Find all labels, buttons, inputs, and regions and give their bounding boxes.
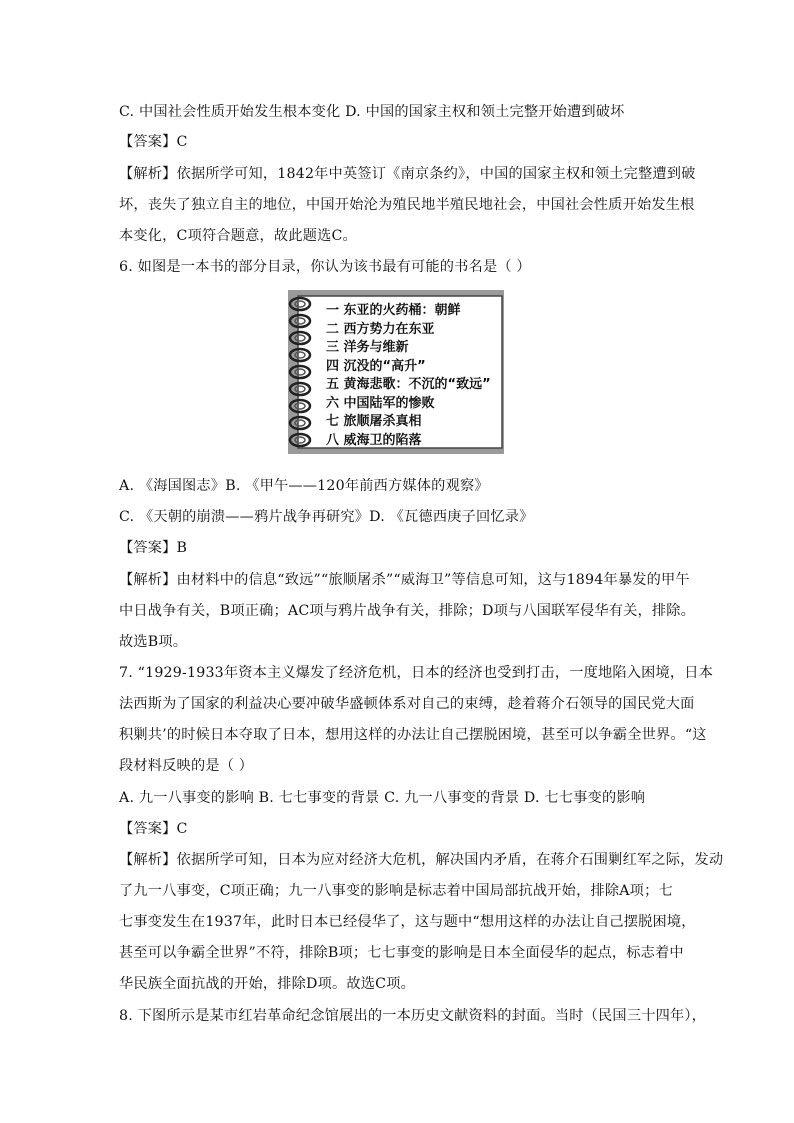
analysis-text: 本变化，C项符合题意，故此题选C。 <box>119 228 357 244</box>
analysis-text: 甚至可以争霸全世界”不符，排除B项；七七事变的影响是日本全面侵华的起点，标志着中 <box>119 945 684 961</box>
answer-label: 【答案】B <box>119 540 188 556</box>
analysis-text: 中日战争有关，B项正确；AC项与鸦片战争有关，排除；D项与八国联军侵华有关，排除。 <box>119 603 696 619</box>
question-7-stem: 法西斯为了国家的利益决心要冲破华盛顿体系对自己的束缚，趁着蒋介石领导的国民党大面 <box>119 696 695 712</box>
toc-item: 六 中国陆军的惨败 <box>326 395 435 411</box>
analysis-text: 华民族全面抗战的开始，排除D项。故选C项。 <box>119 976 415 992</box>
analysis-text: 【解析】依据所学可知，1842年中英签订《南京条约》，中国的国家主权和领土完整遭到破 <box>119 166 696 182</box>
option-line-cd: C. 中国社会性质开始发生根本变化 D. 中国的国家主权和领土完整开始遭到破坏 <box>119 104 625 120</box>
analysis-text: 【解析】依据所学可知，日本为应对经济大危机，解决国内矛盾，在蒋介石围剿红军之际，发动 <box>119 852 724 868</box>
answer-label: 【答案】C <box>119 134 188 150</box>
question-8-stem: 8. 下图所示是某市红岩革命纪念馆展出的一本历史文献资料的封面。当时（民国三十四年）， <box>119 1008 707 1024</box>
table-of-contents <box>326 302 491 450</box>
toc-item: 四 沉没的“高升” <box>326 358 426 374</box>
question-6-stem: 6. 如图是一本书的部分目录，你认为该书最有可能的书名是（ ） <box>119 259 531 275</box>
analysis-text: 了九一八事变，C项正确；九一八事变的影响是标志着中国局部抗战开始，排除A项；七 <box>119 883 673 899</box>
toc-item: 三 洋务与维新 <box>326 340 409 355</box>
answer-label: 【答案】C <box>119 821 188 837</box>
question-7-stem: 7. “1929-1933年资本主义爆发了经济危机，日本的经济也受到打击，一度地陷入困境，日本 <box>119 665 714 681</box>
question-6-options-cd: C. 《天朝的崩溃——鸦片战争再研究》D. 《瓦德西庚子回忆录》 <box>119 509 534 525</box>
analysis-text: 七事变发生在1937年，此时日本已经侵华了，这与题中“想用这样的办法让自己摆脱困境， <box>119 914 696 930</box>
toc-item: 二 西方势力在东亚 <box>326 321 435 337</box>
toc-item: 八 威海卫的陷落 <box>326 432 422 448</box>
question-7-options: A. 九一八事变的影响 B. 七七事变的背景 C. 九一八事变的背景 D. 七七事变的影响 <box>119 790 646 806</box>
analysis-text: 坏，丧失了独立自主的地位，中国开始沦为殖民地半殖民地社会，中国社会性质开始发生根 <box>119 197 695 213</box>
toc-item: 七 旅顺屠杀真相 <box>326 414 422 429</box>
toc-item: 一 东亚的火药桶：朝鲜 <box>326 303 461 318</box>
toc-item: 五 黄海悲歌：不沉的“致远” <box>326 377 491 392</box>
analysis-text: 故选B项。 <box>119 634 188 650</box>
question-7-stem: 段材料反映的是（ ） <box>119 758 254 774</box>
question-6-options-ab: A. 《海国图志》B. 《甲午——120年前西方媒体的观察》 <box>119 478 489 494</box>
book-contents-figure <box>286 288 508 458</box>
analysis-text: 【解析】由材料中的信息“致远”“旅顺屠杀”“威海卫”等信息可知，这与1894年暴发的甲午 <box>119 572 690 588</box>
question-7-stem: 积剿共’的时候日本夺取了日本，想用这样的办法让自己摆脱困境，甚至可以争霸全世界。“这 <box>119 727 707 743</box>
